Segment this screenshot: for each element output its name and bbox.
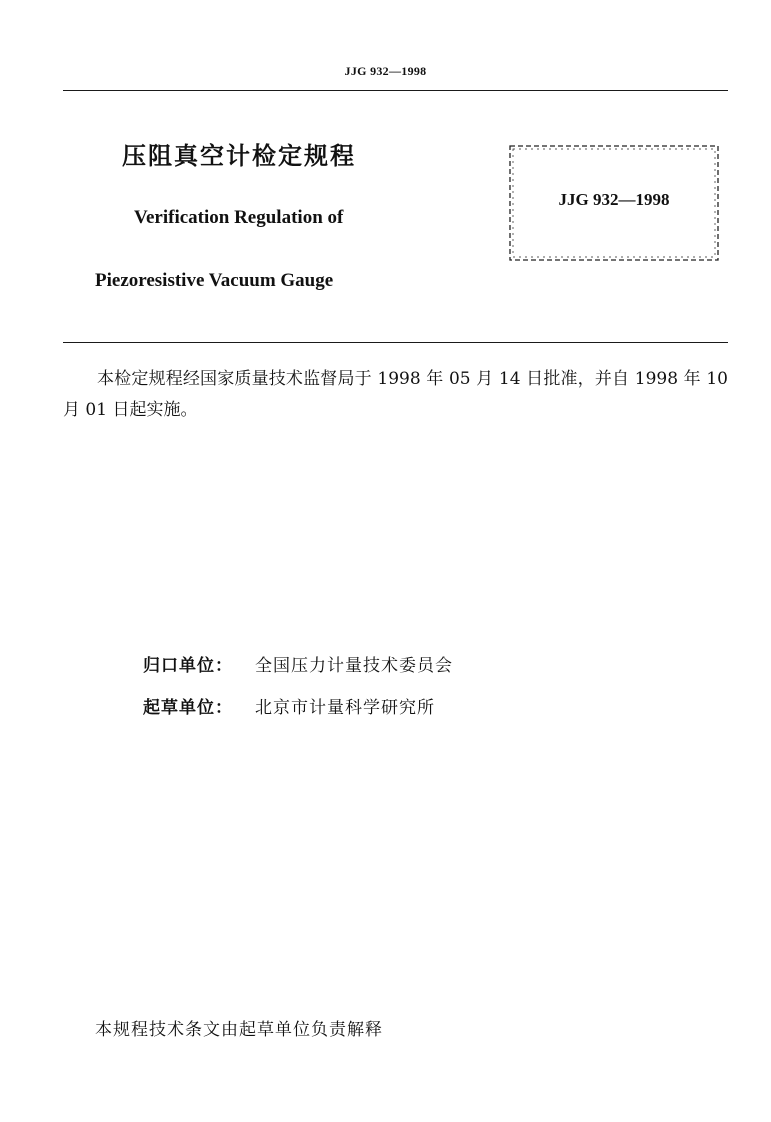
approval-statement: 本检定规程经国家质量技术监督局于 1998 年 05 月 14 日批准，并自 1998 年 10 月 01 日起实施。 — [63, 369, 728, 420]
title-english-line-2: Piezoresistive Vacuum Gauge — [95, 270, 334, 291]
responsible-unit-value: 全国压力计量技术委员会 — [255, 656, 453, 676]
responsible-unit-label: 归口单位： — [143, 656, 233, 676]
boxed-standard-code: JJG 932—1998 — [558, 190, 670, 209]
drafting-unit-value: 北京市计量科学研究所 — [255, 698, 435, 718]
interpretation-note: 本规程技术条文由起草单位负责解释 — [95, 1020, 383, 1040]
responsible-unit-row — [143, 651, 453, 676]
header-standard-code: JJG 932—1998 — [344, 64, 427, 78]
title-divider — [63, 342, 728, 343]
drafting-unit-label: 起草单位： — [143, 698, 233, 718]
drafting-unit-row — [143, 693, 435, 718]
title-english-line-1: Verification Regulation of — [134, 207, 344, 228]
header-divider — [63, 90, 728, 91]
standard-code-box — [507, 143, 721, 263]
title-chinese: 压阻真空计检定规程 — [122, 142, 356, 170]
